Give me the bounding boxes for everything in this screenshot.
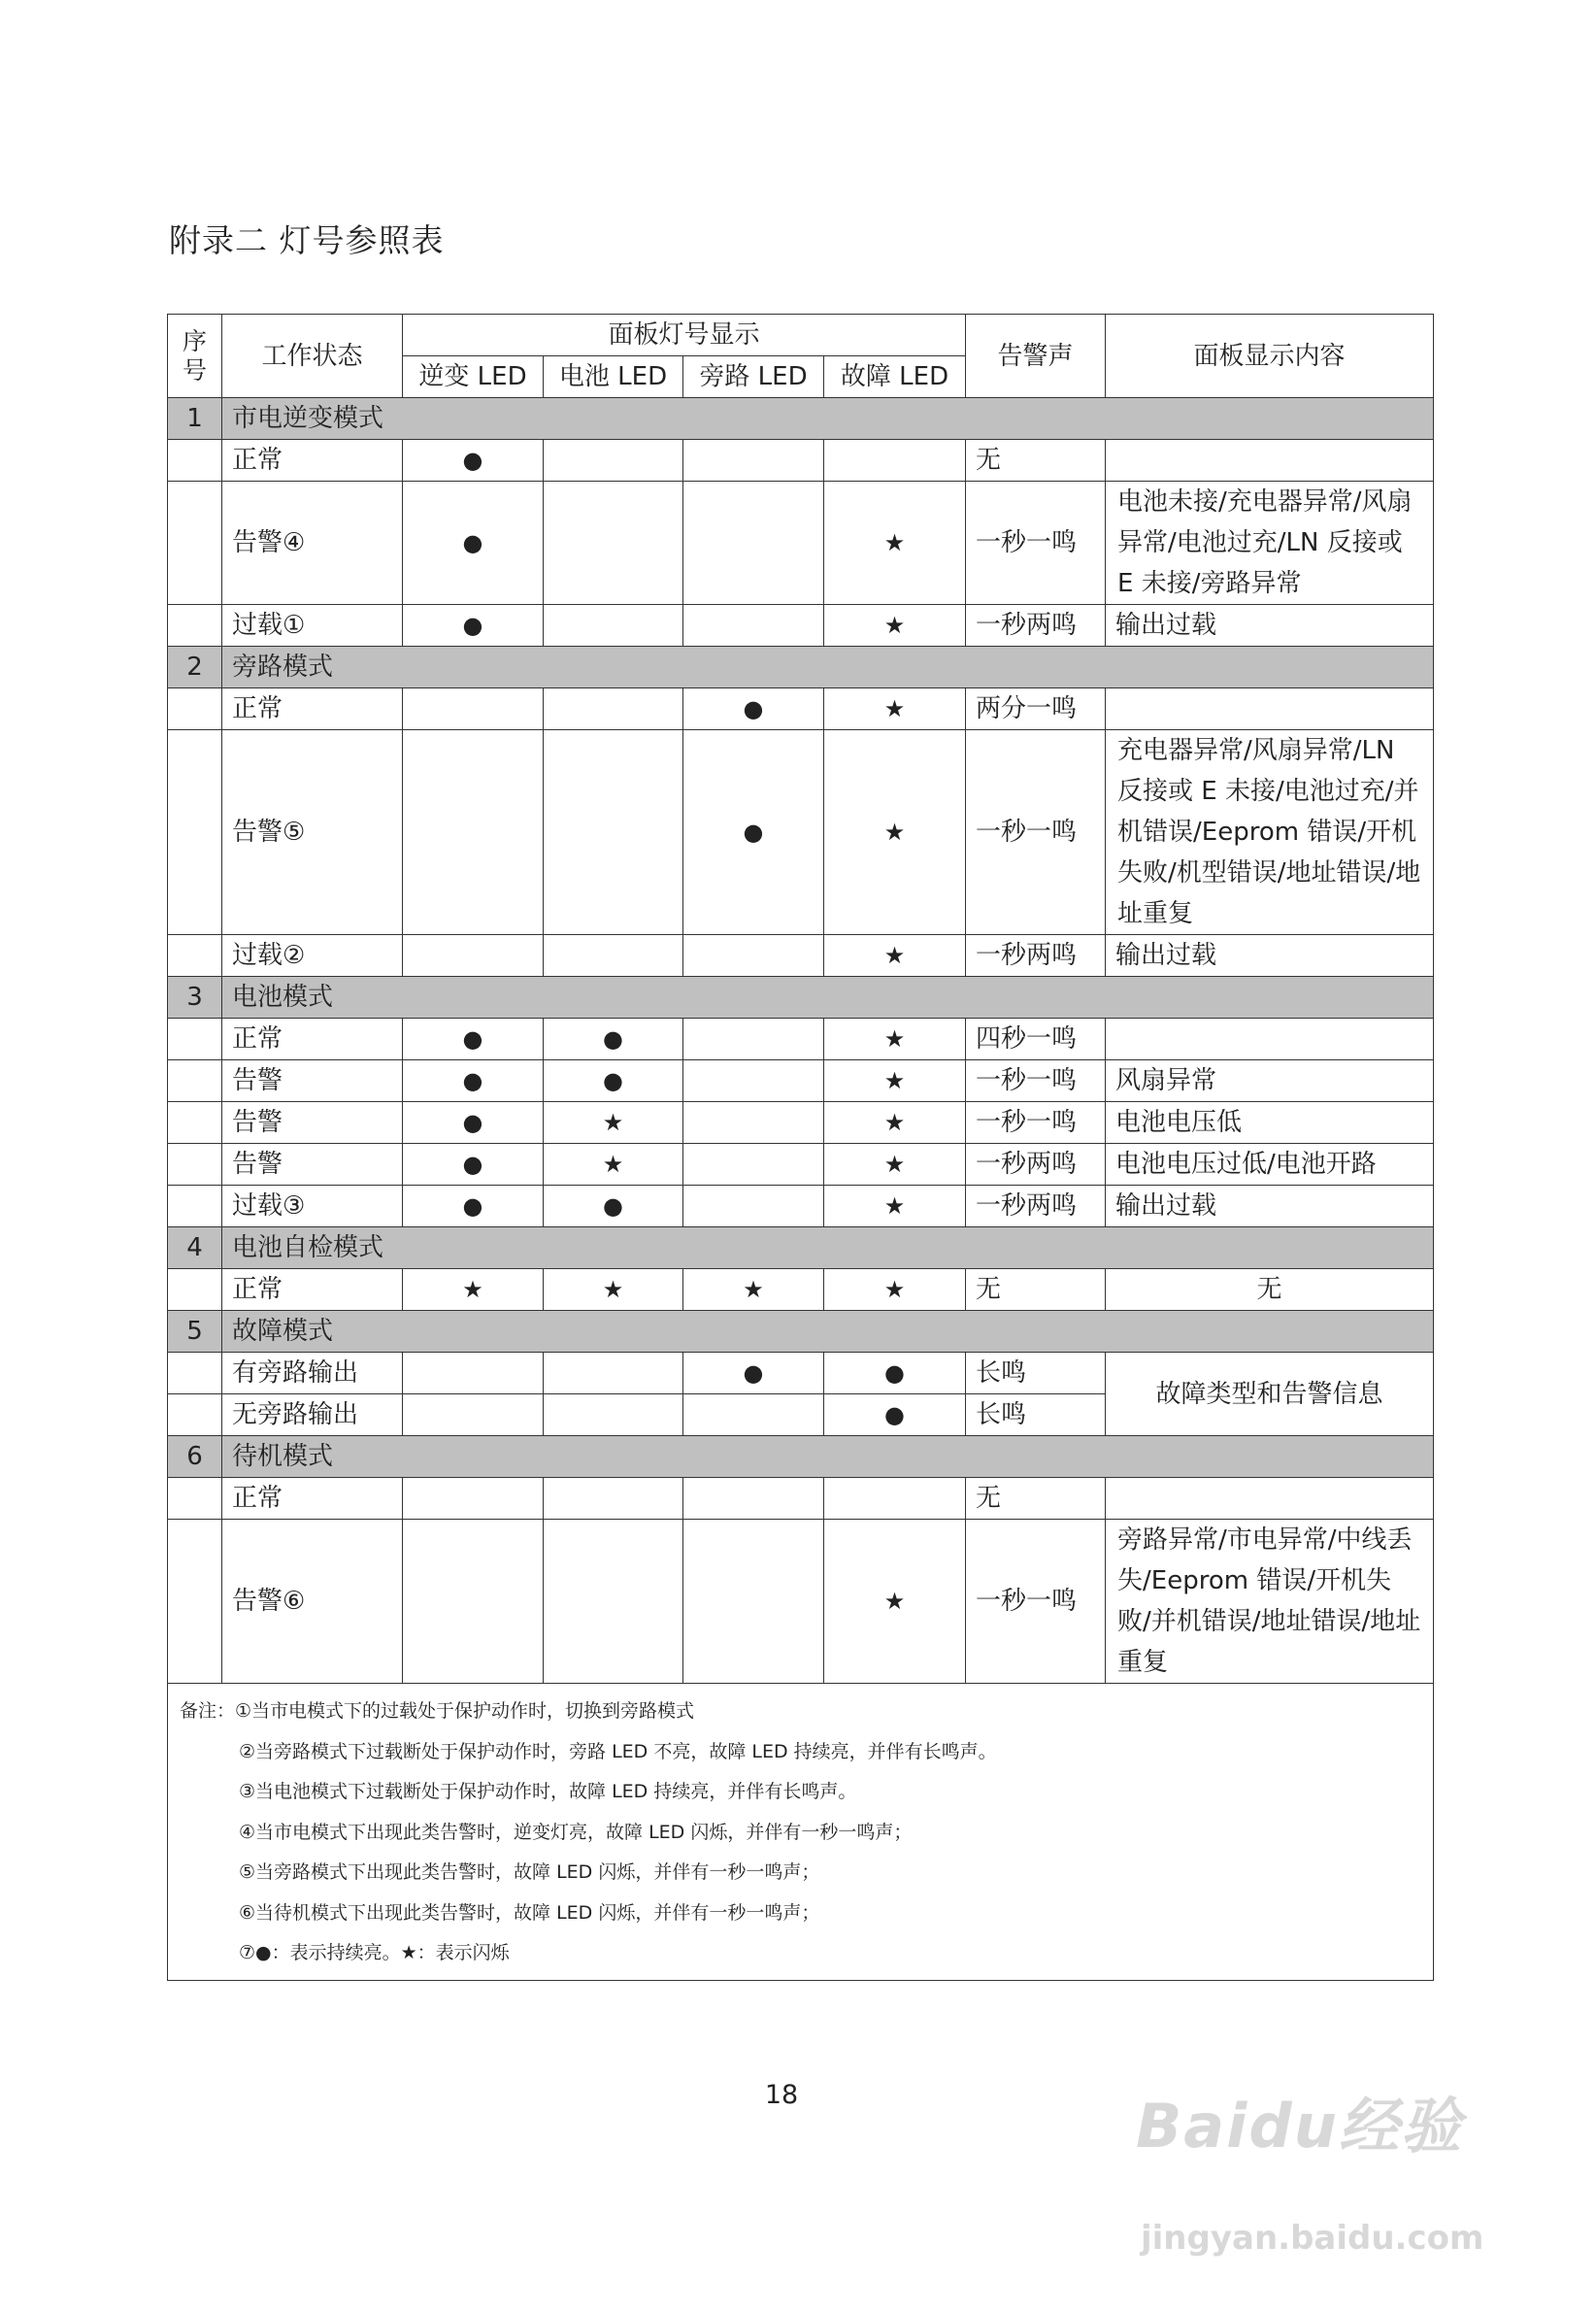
mode-number: 4: [168, 1227, 222, 1269]
display-content-cell: 无: [1106, 1269, 1434, 1311]
battery-led-empty-led-cell: [544, 1394, 683, 1436]
fault-led-flash-star-icon: ★: [824, 1186, 966, 1227]
table-row: [168, 1144, 1434, 1186]
state-cell: 告警: [222, 1144, 403, 1186]
display-content-cell: 电池电压过低/电池开路: [1106, 1144, 1434, 1186]
alarm-sound-cell: 一秒一鸣: [966, 482, 1106, 605]
fault-led-flash-star-icon: ★: [824, 935, 966, 977]
inverter-led-solid-dot-icon: ●: [403, 605, 544, 647]
header-panel-leds: 面板灯号显示: [403, 315, 966, 356]
battery-led-solid-dot-icon: ●: [544, 1019, 683, 1060]
mode-number: 5: [168, 1311, 222, 1353]
battery-led-empty-led-cell: [544, 1478, 683, 1520]
table-row: [168, 1186, 1434, 1227]
fault-led-flash-star-icon: ★: [824, 730, 966, 935]
fault-led-flash-star-icon: ★: [824, 482, 966, 605]
state-cell: 告警: [222, 1060, 403, 1102]
battery-led-empty-led-cell: [544, 730, 683, 935]
mode-group-row: [168, 977, 1434, 1019]
header-bypass-led: 旁路 LED: [683, 356, 824, 398]
seq-cell: [168, 1520, 222, 1684]
alarm-sound-cell: 一秒两鸣: [966, 1144, 1106, 1186]
battery-led-solid-dot-icon: ●: [544, 1060, 683, 1102]
seq-cell: [168, 1394, 222, 1436]
alarm-sound-cell: 无: [966, 440, 1106, 482]
mode-name: 旁路模式: [222, 647, 1434, 688]
table-row: [168, 1019, 1434, 1060]
state-cell: 无旁路输出: [222, 1394, 403, 1436]
seq-cell: [168, 1269, 222, 1311]
bypass-led-empty-led-cell: [683, 1186, 824, 1227]
fault-led-flash-star-icon: ★: [824, 1520, 966, 1684]
fault-led-flash-star-icon: ★: [824, 1102, 966, 1144]
table-row: [168, 688, 1434, 730]
state-cell: 正常: [222, 1019, 403, 1060]
display-content-cell: 输出过载: [1106, 605, 1434, 647]
battery-led-empty-led-cell: [544, 1353, 683, 1394]
display-content-cell: [1106, 688, 1434, 730]
inverter-led-solid-dot-icon: ●: [403, 1186, 544, 1227]
inverter-led-empty-led-cell: [403, 688, 544, 730]
table-row: [168, 440, 1434, 482]
fault-led-empty-led-cell: [824, 440, 966, 482]
battery-led-empty-led-cell: [544, 935, 683, 977]
table-row: [168, 1060, 1434, 1102]
alarm-sound-cell: 一秒两鸣: [966, 1186, 1106, 1227]
header-display: 面板显示内容: [1106, 315, 1434, 398]
display-content-cell: 故障类型和告警信息: [1106, 1353, 1434, 1436]
mode-group-row: [168, 647, 1434, 688]
seq-cell: [168, 605, 222, 647]
inverter-led-empty-led-cell: [403, 1520, 544, 1684]
mode-number: 6: [168, 1436, 222, 1478]
display-content-cell: [1106, 1019, 1434, 1060]
bypass-led-empty-led-cell: [683, 935, 824, 977]
note-line: ③当电池模式下过载断处于保护动作时，故障 LED 持续亮，并伴有长鸣声。: [239, 1781, 857, 1802]
seq-cell: [168, 1353, 222, 1394]
page-title: 附录二 灯号参照表: [169, 221, 445, 259]
alarm-sound-cell: 一秒一鸣: [966, 730, 1106, 935]
alarm-sound-cell: 无: [966, 1478, 1106, 1520]
watermark-url: jingyan.baidu.com: [1141, 2219, 1484, 2258]
table-row: [168, 605, 1434, 647]
note-line: 备注：①当市电模式下的过载处于保护动作时，切换到旁路模式: [180, 1700, 695, 1722]
fault-led-empty-led-cell: [824, 1478, 966, 1520]
alarm-sound-cell: 一秒两鸣: [966, 935, 1106, 977]
bypass-led-flash-star-icon: ★: [683, 1269, 824, 1311]
fault-led-flash-star-icon: ★: [824, 605, 966, 647]
alarm-sound-cell: 一秒一鸣: [966, 1520, 1106, 1684]
mode-number: 1: [168, 398, 222, 440]
seq-cell: [168, 440, 222, 482]
mode-name: 待机模式: [222, 1436, 1434, 1478]
inverter-led-empty-led-cell: [403, 935, 544, 977]
state-cell: 有旁路输出: [222, 1353, 403, 1394]
bypass-led-empty-led-cell: [683, 482, 824, 605]
mode-number: 3: [168, 977, 222, 1019]
inverter-led-empty-led-cell: [403, 1478, 544, 1520]
table-row: [168, 1520, 1434, 1684]
bypass-led-empty-led-cell: [683, 1060, 824, 1102]
header-battery-led: 电池 LED: [544, 356, 683, 398]
header-row: [168, 315, 1434, 356]
header-seq: 序号: [168, 315, 222, 398]
inverter-led-solid-dot-icon: ●: [403, 482, 544, 605]
bypass-led-empty-led-cell: [683, 1520, 824, 1684]
battery-led-empty-led-cell: [544, 482, 683, 605]
mode-number: 2: [168, 647, 222, 688]
mode-group-row: [168, 1311, 1434, 1353]
inverter-led-solid-dot-icon: ●: [403, 1102, 544, 1144]
fault-led-solid-dot-icon: ●: [824, 1394, 966, 1436]
seq-cell: [168, 688, 222, 730]
seq-cell: [168, 730, 222, 935]
display-content-cell: [1106, 1478, 1434, 1520]
display-content-cell: 电池未接/充电器异常/风扇异常/电池过充/LN 反接或 E 未接/旁路异常: [1106, 482, 1434, 605]
bypass-led-empty-led-cell: [683, 1019, 824, 1060]
mode-name: 市电逆变模式: [222, 398, 1434, 440]
display-content-cell: 输出过载: [1106, 935, 1434, 977]
seq-cell: [168, 935, 222, 977]
bypass-led-empty-led-cell: [683, 1394, 824, 1436]
seq-cell: [168, 1102, 222, 1144]
alarm-sound-cell: 长鸣: [966, 1353, 1106, 1394]
battery-led-empty-led-cell: [544, 440, 683, 482]
fault-led-flash-star-icon: ★: [824, 1019, 966, 1060]
display-content-cell: 风扇异常: [1106, 1060, 1434, 1102]
bypass-led-solid-dot-icon: ●: [683, 688, 824, 730]
battery-led-empty-led-cell: [544, 688, 683, 730]
notes-cell: [168, 1684, 1434, 1981]
display-content-cell: [1106, 440, 1434, 482]
mode-group-row: [168, 1436, 1434, 1478]
table-row: [168, 730, 1434, 935]
battery-led-flash-star-icon: ★: [544, 1144, 683, 1186]
inverter-led-empty-led-cell: [403, 1353, 544, 1394]
notes-row: [168, 1684, 1434, 1981]
table-row: [168, 935, 1434, 977]
fault-led-flash-star-icon: ★: [824, 1269, 966, 1311]
state-cell: 告警⑥: [222, 1520, 403, 1684]
bypass-led-empty-led-cell: [683, 605, 824, 647]
seq-cell: [168, 1478, 222, 1520]
note-line: ②当旁路模式下过载断处于保护动作时，旁路 LED 不亮，故障 LED 持续亮，并伴有长鸣声。: [239, 1740, 997, 1762]
watermark-logo: Baidu经验: [1136, 2091, 1463, 2161]
seq-cell: [168, 482, 222, 605]
state-cell: 过载③: [222, 1186, 403, 1227]
seq-cell: [168, 1186, 222, 1227]
note-line: ⑥当待机模式下出现此类告警时，故障 LED 闪烁，并伴有一秒一鸣声；: [239, 1901, 820, 1924]
fault-led-flash-star-icon: ★: [824, 688, 966, 730]
inverter-led-solid-dot-icon: ●: [403, 1019, 544, 1060]
alarm-sound-cell: 长鸣: [966, 1394, 1106, 1436]
state-cell: 过载②: [222, 935, 403, 977]
inverter-led-solid-dot-icon: ●: [403, 1144, 544, 1186]
fault-led-solid-dot-icon: ●: [824, 1353, 966, 1394]
display-content-cell: 输出过载: [1106, 1186, 1434, 1227]
bypass-led-empty-led-cell: [683, 440, 824, 482]
state-cell: 正常: [222, 440, 403, 482]
battery-led-empty-led-cell: [544, 1520, 683, 1684]
table-row: [168, 482, 1434, 605]
seq-cell: [168, 1060, 222, 1102]
header-inverter-led: 逆变 LED: [403, 356, 544, 398]
inverter-led-empty-led-cell: [403, 730, 544, 935]
fault-led-flash-star-icon: ★: [824, 1144, 966, 1186]
header-alarm: 告警声: [966, 315, 1106, 398]
note-line: ⑤当旁路模式下出现此类告警时，故障 LED 闪烁，并伴有一秒一鸣声；: [239, 1861, 820, 1883]
header-state: 工作状态: [222, 315, 403, 398]
state-cell: 正常: [222, 688, 403, 730]
alarm-sound-cell: 一秒两鸣: [966, 605, 1106, 647]
bypass-led-empty-led-cell: [683, 1102, 824, 1144]
note-line: ④当市电模式下出现此类告警时，逆变灯亮，故障 LED 闪烁，并伴有一秒一鸣声；: [239, 1821, 913, 1843]
inverter-led-flash-star-icon: ★: [403, 1269, 544, 1311]
fault-led-flash-star-icon: ★: [824, 1060, 966, 1102]
display-content-cell: 电池电压低: [1106, 1102, 1434, 1144]
battery-led-empty-led-cell: [544, 605, 683, 647]
battery-led-flash-star-icon: ★: [544, 1102, 683, 1144]
state-cell: 正常: [222, 1478, 403, 1520]
note-line: ⑦●：表示持续亮。★：表示闪烁: [239, 1942, 510, 1963]
mode-name: 电池模式: [222, 977, 1434, 1019]
state-cell: 过载①: [222, 605, 403, 647]
led-reference-table: [167, 314, 1434, 1981]
bypass-led-solid-dot-icon: ●: [683, 730, 824, 935]
inverter-led-solid-dot-icon: ●: [403, 1060, 544, 1102]
mode-group-row: [168, 398, 1434, 440]
seq-cell: [168, 1144, 222, 1186]
alarm-sound-cell: 两分一鸣: [966, 688, 1106, 730]
header-fault-led: 故障 LED: [824, 356, 966, 398]
bypass-led-solid-dot-icon: ●: [683, 1353, 824, 1394]
table-row: [168, 1269, 1434, 1311]
table-row: [168, 1353, 1434, 1394]
display-content-cell: 充电器异常/风扇异常/LN 反接或 E 未接/电池过充/并机错误/Eeprom 错误/开机失败/机型错误/地址错误/地址重复: [1106, 730, 1434, 935]
table-row: [168, 1478, 1434, 1520]
state-cell: 告警⑤: [222, 730, 403, 935]
mode-name: 故障模式: [222, 1311, 1434, 1353]
state-cell: 正常: [222, 1269, 403, 1311]
inverter-led-empty-led-cell: [403, 1394, 544, 1436]
bypass-led-empty-led-cell: [683, 1478, 824, 1520]
state-cell: 告警: [222, 1102, 403, 1144]
display-content-cell: 旁路异常/市电异常/中线丢失/Eeprom 错误/开机失败/并机错误/地址错误/地址重复: [1106, 1520, 1434, 1684]
alarm-sound-cell: 一秒一鸣: [966, 1102, 1106, 1144]
mode-name: 电池自检模式: [222, 1227, 1434, 1269]
mode-group-row: [168, 1227, 1434, 1269]
alarm-sound-cell: 一秒一鸣: [966, 1060, 1106, 1102]
bypass-led-empty-led-cell: [683, 1144, 824, 1186]
inverter-led-solid-dot-icon: ●: [403, 440, 544, 482]
battery-led-solid-dot-icon: ●: [544, 1186, 683, 1227]
seq-cell: [168, 1019, 222, 1060]
battery-led-flash-star-icon: ★: [544, 1269, 683, 1311]
table-row: [168, 1102, 1434, 1144]
alarm-sound-cell: 四秒一鸣: [966, 1019, 1106, 1060]
state-cell: 告警④: [222, 482, 403, 605]
alarm-sound-cell: 无: [966, 1269, 1106, 1311]
page-number: 18: [764, 2080, 799, 2110]
